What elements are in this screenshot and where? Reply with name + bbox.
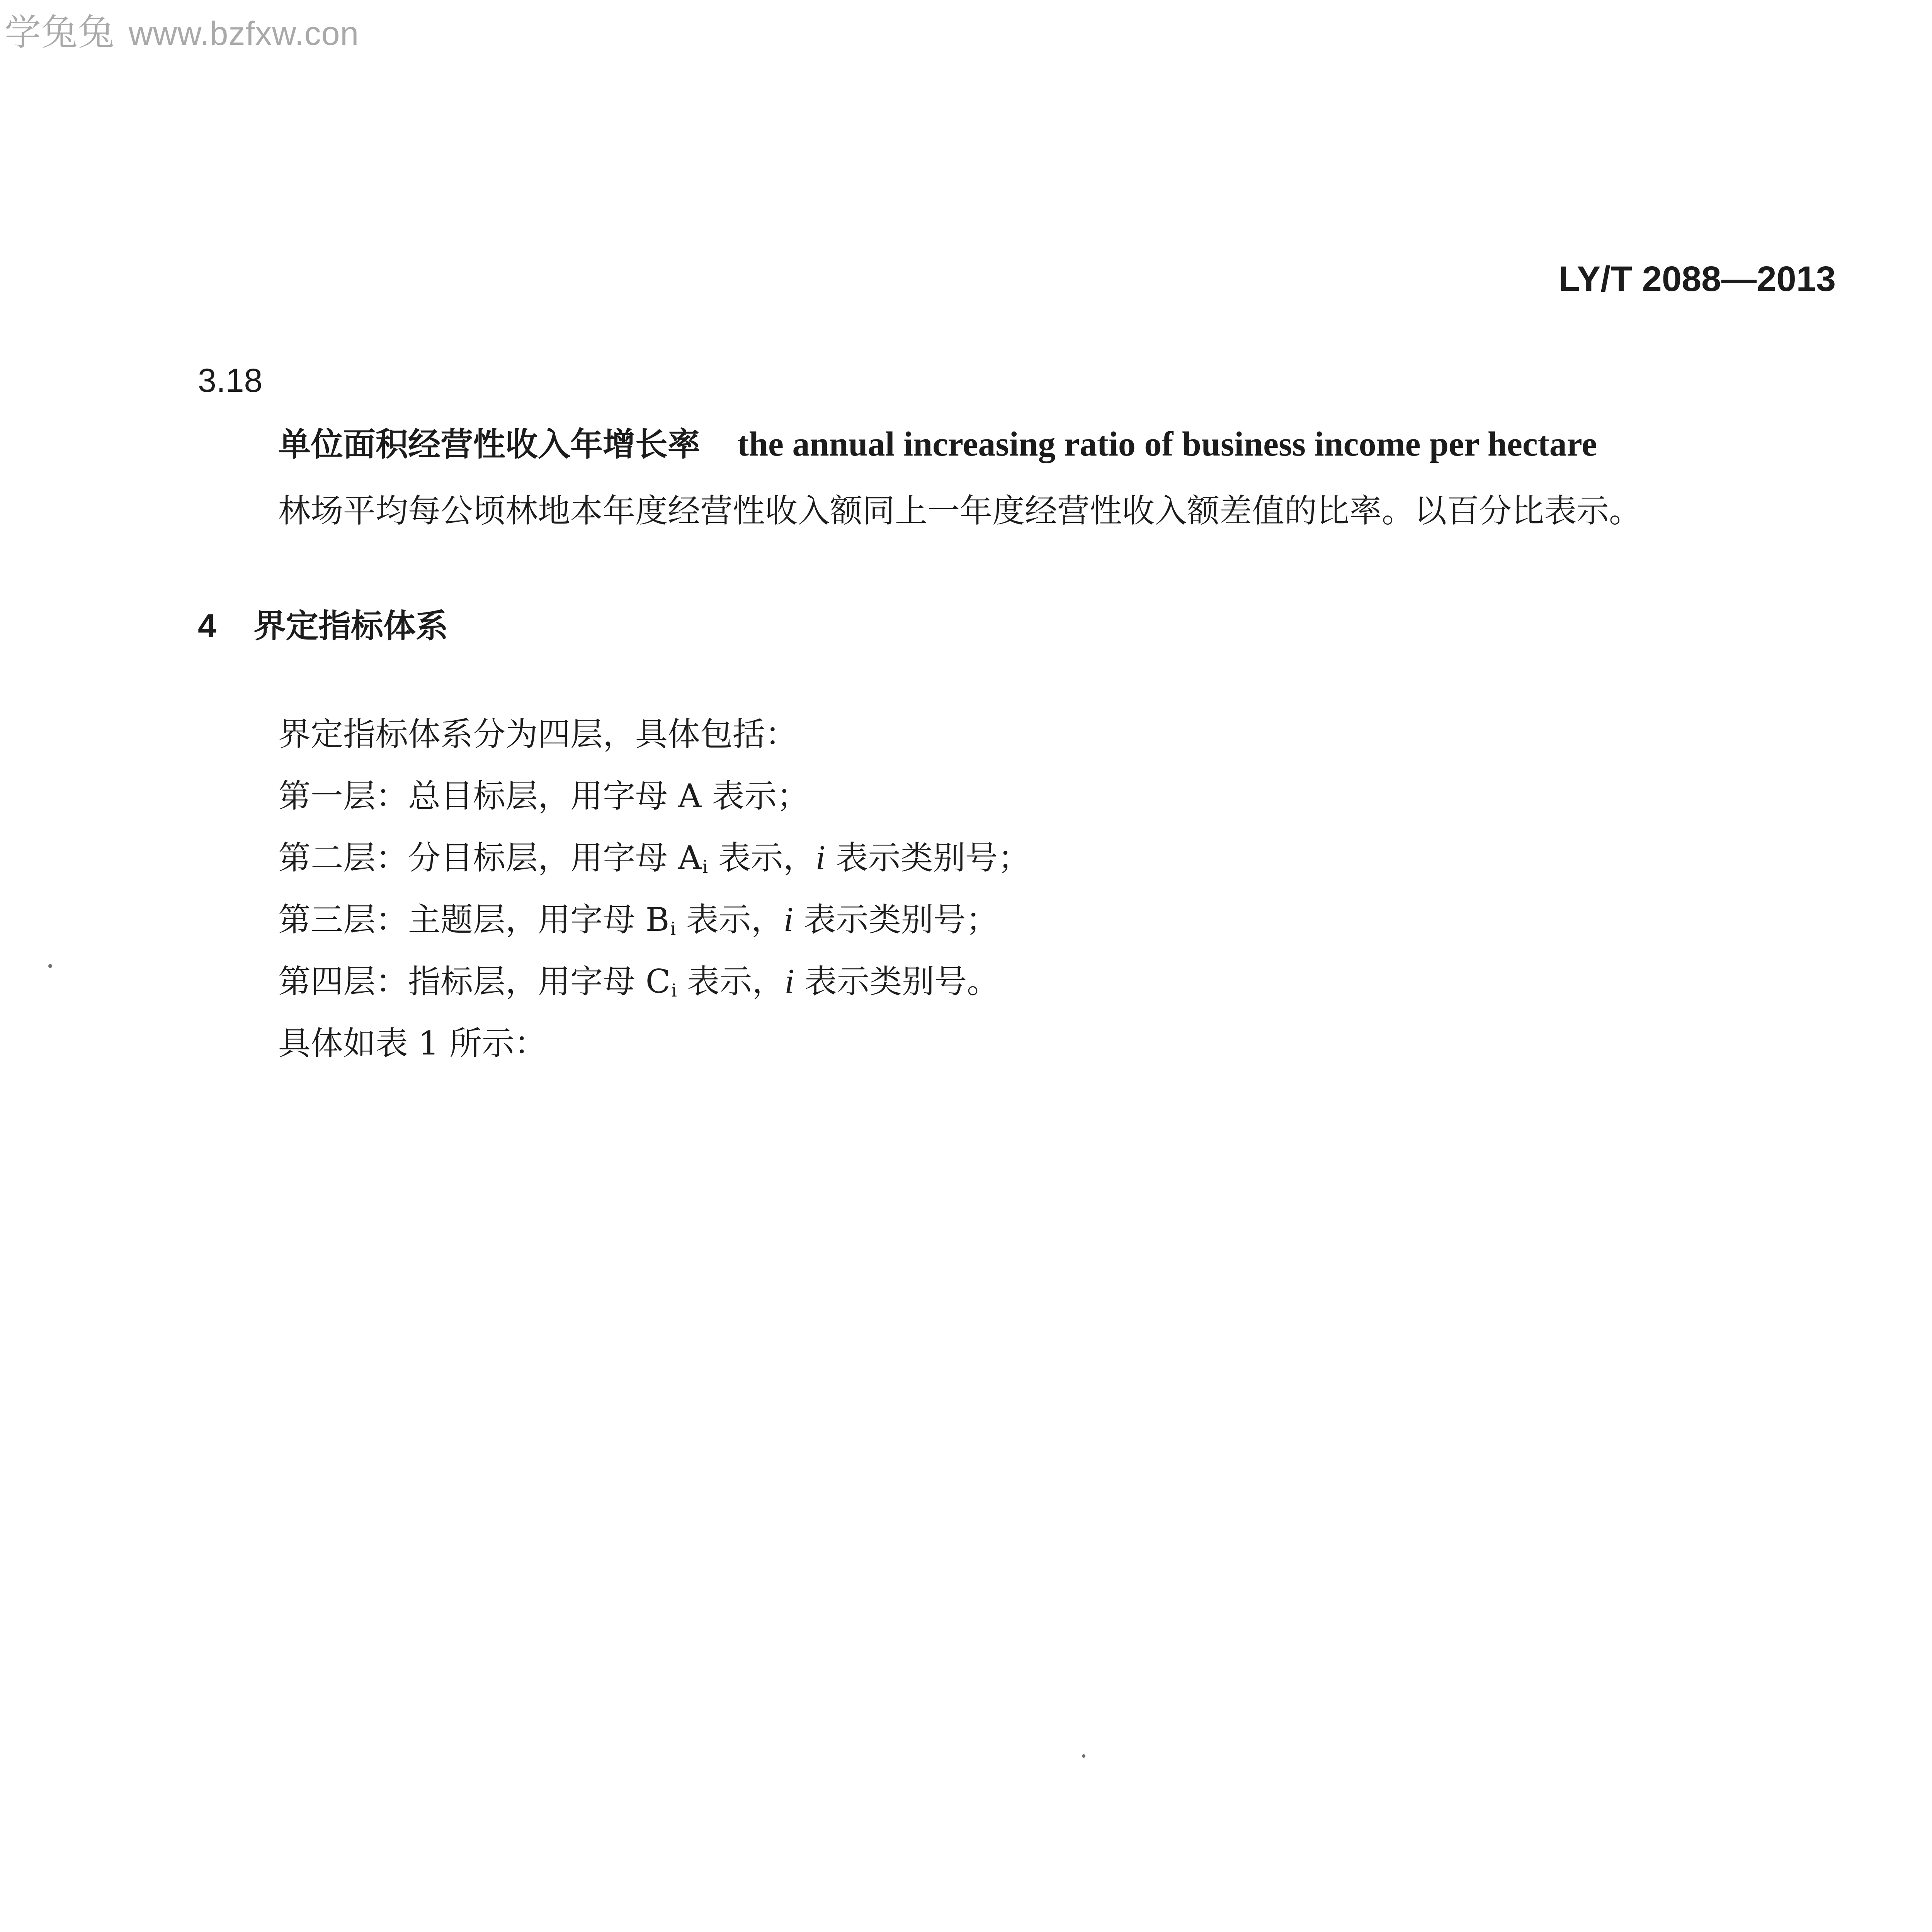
watermark-url: www.bzfxw.con xyxy=(129,15,359,52)
layer-2-subscript: i xyxy=(702,856,708,877)
layer-4-line xyxy=(278,960,1031,1022)
section-number: 4 xyxy=(198,607,216,645)
layer-4-text-mid: 表示， xyxy=(677,963,785,1000)
scan-speck xyxy=(48,964,52,968)
layer-3-text-end: 表示类别号； xyxy=(793,901,998,939)
standard-code: LY/T 2088—2013 xyxy=(1558,259,1836,299)
layer-3-subscript: i xyxy=(670,918,676,939)
layer-4-subscript: i xyxy=(671,980,677,1001)
section-heading xyxy=(198,600,448,647)
layer-3-variable: i xyxy=(783,900,793,939)
scan-speck xyxy=(1082,1754,1085,1758)
term-english: the annual increasing ratio of business income per hectare xyxy=(737,425,1597,463)
term-chinese: 单位面积经营性收入年增长率 xyxy=(278,425,701,463)
layer-4-text-end: 表示类别号。 xyxy=(794,963,1000,1000)
section-body xyxy=(278,713,1031,1084)
layer-3-text-mid: 表示， xyxy=(676,901,784,939)
layer-2-line xyxy=(278,837,1031,898)
layer-3-line xyxy=(278,898,1031,960)
watermark xyxy=(5,3,359,55)
clause-number: 3.18 xyxy=(198,362,263,399)
layer-2-text-mid: 表示， xyxy=(708,839,816,877)
term-definition: 林场平均每公顷林地本年度经营性收入额同上一年度经营性收入额差值的比率。以百分比表示。 xyxy=(278,492,1642,530)
term-heading xyxy=(278,418,1597,465)
layer-4-text: 第四层：指标层，用字母 C xyxy=(278,963,670,1000)
section-title: 界定指标体系 xyxy=(253,607,448,645)
layer-2-text: 第二层：分目标层，用字母 A xyxy=(278,839,702,877)
body-closing: 具体如表 1 所示： xyxy=(278,1024,547,1062)
layer-3-text: 第三层：主题层，用字母 B xyxy=(278,901,670,939)
layer-2-variable: i xyxy=(815,838,825,877)
layer-2-text-end: 表示类别号； xyxy=(825,839,1031,877)
layer-4-variable: i xyxy=(784,962,794,1000)
body-intro: 界定指标体系分为四层，具体包括： xyxy=(278,715,798,753)
watermark-site-name: 学兔兔 xyxy=(5,12,115,53)
layer-1-line: 第一层：总目标层，用字母 A 表示； xyxy=(278,777,810,815)
